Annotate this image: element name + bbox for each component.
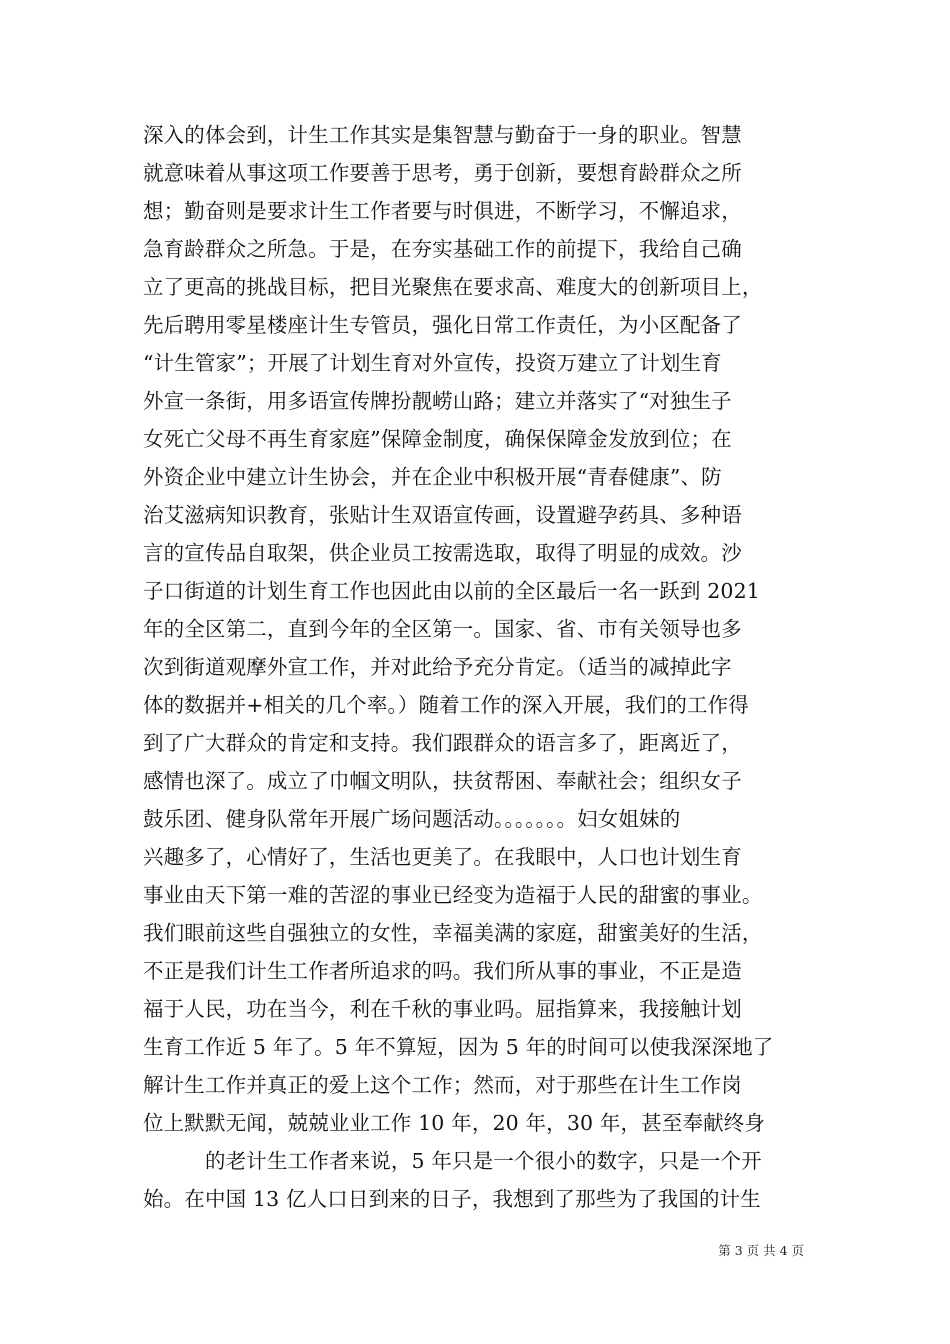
text-line: 不正是我们计生工作者所追求的吗。我们所从事的事业，不正是造 <box>143 959 742 983</box>
text-line: 感情也深了。成立了巾帼文明队，扶贫帮困、奉献社会；组织女子 <box>143 769 742 793</box>
text-line: 次到街道观摩外宣工作，并对此给予充分肯定。（适当的减掉此字 <box>143 655 732 679</box>
text-line: 年的全区第二，直到今年的全区第一。国家、省、市有关领导也多 <box>143 617 742 641</box>
text-line-indented: 的老计生工作者来说，5 年只是一个很小的数字，只是一个开 <box>205 1149 762 1173</box>
page-number-footer: 第 3 页 共 4 页 <box>718 1243 804 1258</box>
text-line: 体的数据并+相关的几个率。）随着工作的深入开展，我们的工作得 <box>143 693 749 717</box>
text-line: 就意味着从事这项工作要善于思考，勇于创新，要想育龄群众之所 <box>143 161 742 185</box>
text-line: 先后聘用零星楼座计生专管员，强化日常工作责任，为小区配备了 <box>143 313 742 337</box>
text-line: 解计生工作并真正的爱上这个工作；然而，对于那些在计生工作岗 <box>143 1073 742 1097</box>
text-line: 想；勤奋则是要求计生工作者要与时俱进，不断学习，不懈追求， <box>143 199 742 223</box>
text-line: 始。在中国 13 亿人口日到来的日子，我想到了那些为了我国的计生 <box>143 1187 761 1211</box>
text-line: 外宣一条街，用多语宣传牌扮靓崂山路；建立并落实了“对独生子 <box>143 389 732 413</box>
text-line: 女死亡父母不再生育家庭”保障金制度，确保保障金发放到位；在 <box>143 427 732 451</box>
text-line: 深入的体会到，计生工作其实是集智慧与勤奋于一身的职业。智慧 <box>143 123 742 147</box>
text-line: 兴趣多了，心情好了，生活也更美了。在我眼中，人口也计划生育 <box>143 845 742 869</box>
text-line: 子口街道的计划生育工作也因此由以前的全区最后一名一跃到 2021 <box>143 579 760 603</box>
text-line: 到了广大群众的肯定和支持。我们跟群众的语言多了，距离近了， <box>143 731 742 755</box>
text-line: “计生管家”；开展了计划生育对外宣传，投资万建立了计划生育 <box>143 351 722 375</box>
text-line: 治艾滋病知识教育，张贴计生双语宣传画，设置避孕药具、多种语 <box>143 503 742 527</box>
text-line: 立了更高的挑战目标，把目光聚焦在要求高、难度大的创新项目上， <box>143 275 763 299</box>
text-line: 鼓乐团、健身队常年开展广场问题活动。。。。。。。妇女姐妹的 <box>143 807 681 831</box>
text-line: 位上默默无闻，兢兢业业工作 10 年，20 年，30 年，甚至奉献终身 <box>143 1111 766 1135</box>
text-line: 外资企业中建立计生协会，并在企业中积极开展“青春健康”、防 <box>143 465 722 489</box>
text-line: 言的宣传品自取架，供企业员工按需选取，取得了明显的成效。沙 <box>143 541 742 565</box>
text-line: 急育龄群众之所急。于是，在夯实基础工作的前提下，我给自己确 <box>143 237 742 261</box>
text-line: 生育工作近 5 年了。5 年不算短，因为 5 年的时间可以使我深深地了 <box>143 1035 774 1059</box>
text-line: 我们眼前这些自强独立的女性，幸福美满的家庭，甜蜜美好的生活， <box>143 921 763 945</box>
text-line: 事业由天下第一难的苦涩的事业已经变为造福于人民的甜蜜的事业。 <box>143 883 763 907</box>
text-line: 福于人民，功在当今，利在千秋的事业吗。屈指算来，我接触计划 <box>143 997 742 1021</box>
body-text <box>143 116 813 1218</box>
